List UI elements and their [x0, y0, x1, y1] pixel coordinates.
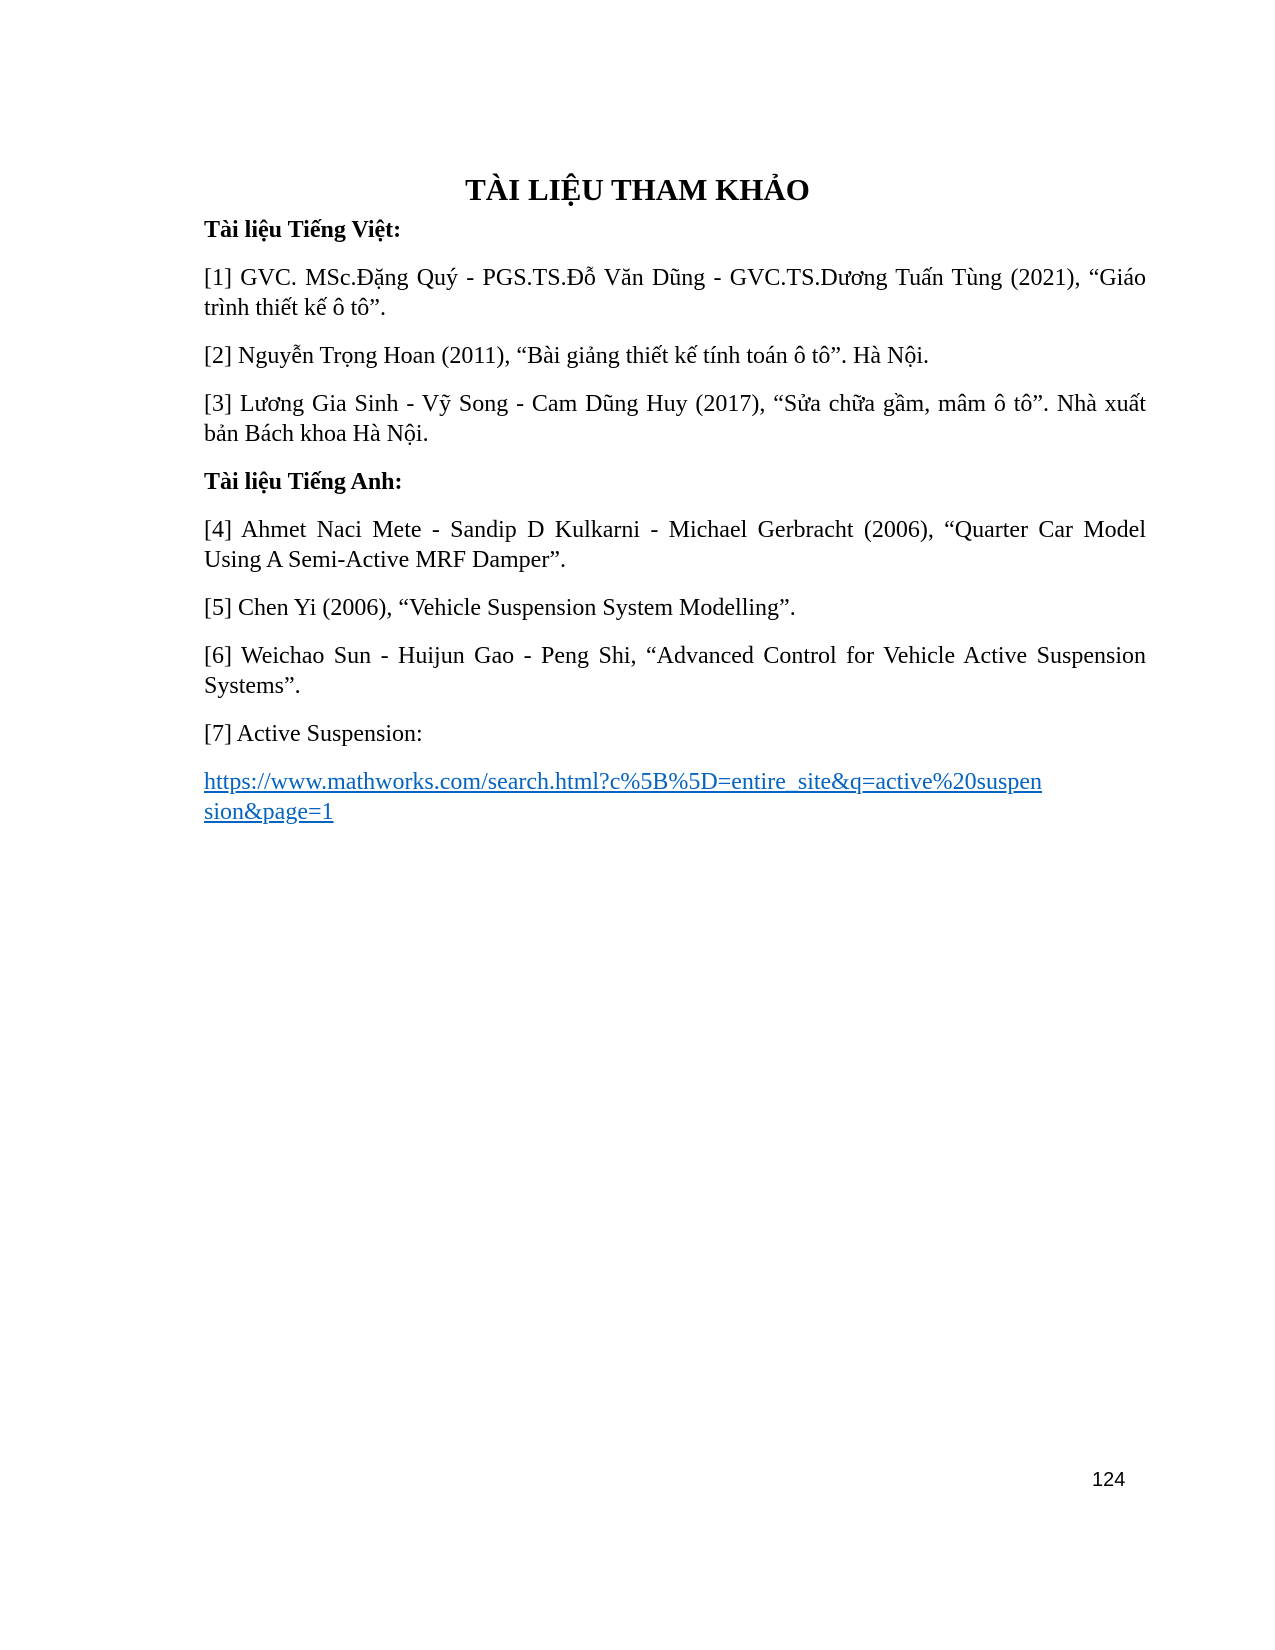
section-heading-english: Tài liệu Tiếng Anh:	[204, 469, 403, 495]
references-content	[204, 215, 1146, 827]
reference-item-7: [7] Active Suspension:	[204, 721, 423, 747]
page-title: TÀI LIỆU THAM KHẢO	[465, 172, 810, 207]
page-number: 124	[1092, 1469, 1126, 1491]
reference-item-4: [4] Ahmet Naci Mete - Sandip D Kulkarni - Michael Gerbracht (2006), “Quarter Car Model Using A Semi-Active MRF Damper”.	[204, 517, 1146, 573]
reference-item-5: [5] Chen Yi (2006), “Vehicle Suspension System Modelling”.	[204, 595, 796, 621]
reference-item-6: [6] Weichao Sun - Huijun Gao - Peng Shi, “Advanced Control for Vehicle Active Suspension Systems”.	[204, 643, 1146, 699]
reference-link-line-2[interactable]: sion&page=1	[204, 799, 334, 825]
reference-link-line-1[interactable]: https://www.mathworks.com/search.html?c%5B%5D=entire_site&q=active%20suspen	[204, 769, 1042, 795]
reference-item-2: [2] Nguyễn Trọng Hoan (2011), “Bài giảng thiết kế tính toán ô tô”. Hà Nội.	[204, 343, 929, 369]
reference-item-3: [3] Lương Gia Sinh - Vỹ Song - Cam Dũng Huy (2017), “Sửa chữa gầm, mâm ô tô”. Nhà xuất bản Bách khoa Hà Nội.	[204, 391, 1146, 447]
section-heading-vietnamese: Tài liệu Tiếng Việt:	[204, 217, 402, 243]
reference-link-mathworks[interactable]	[204, 767, 1146, 827]
reference-item-1: [1] GVC. MSc.Đặng Quý - PGS.TS.Đỗ Văn Dũng - GVC.TS.Dương Tuấn Tùng (2021), “Giáo trình thiết kế ô tô”.	[204, 265, 1146, 321]
